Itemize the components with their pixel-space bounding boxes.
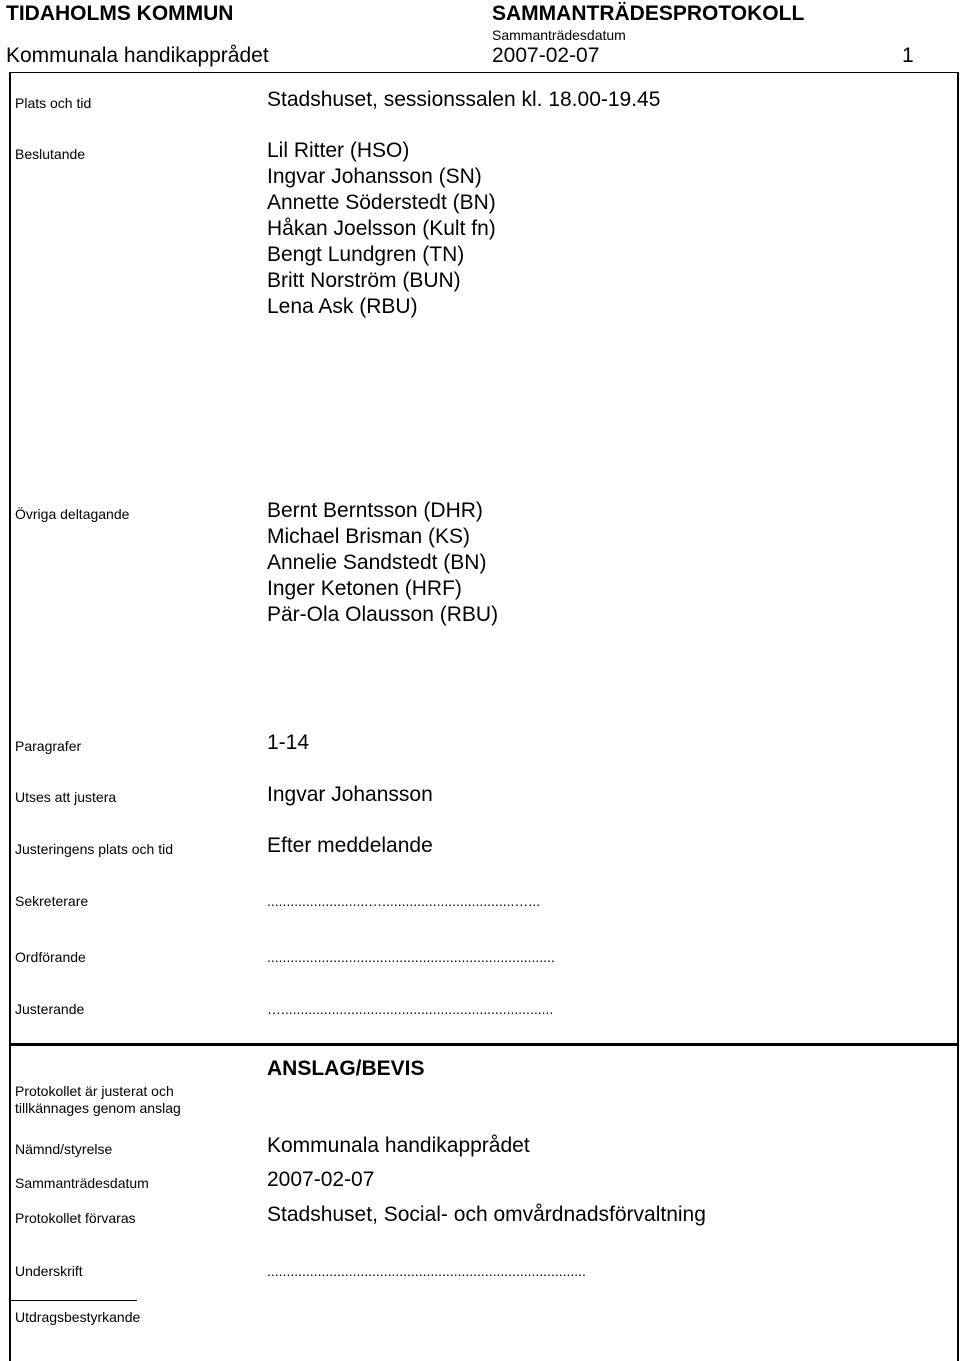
place-value: Stadshuset, sessionssalen kl. 18.00-19.45 xyxy=(267,88,661,111)
page-number: 1 xyxy=(902,44,914,67)
other-participant: Inger Ketonen (HRF) xyxy=(267,577,462,600)
notice-intro-line: tillkännages genom anslag xyxy=(15,1100,181,1116)
deciding-member: Britt Norström (BUN) xyxy=(267,269,461,292)
frame-left-line xyxy=(9,72,11,1361)
other-participant: Annelie Sandstedt (BN) xyxy=(267,551,487,574)
other-participant: Bernt Berntsson (DHR) xyxy=(267,499,483,522)
other-participant: Pär-Ola Olausson (RBU) xyxy=(267,603,499,626)
chair-signature-line: .......................................................................... xyxy=(267,949,555,965)
others-label: Övriga deltagande xyxy=(15,506,130,522)
signature-line: .................................................................................. xyxy=(267,1263,586,1279)
chair-label: Ordförande xyxy=(15,949,86,965)
deciding-list xyxy=(267,138,496,320)
notice-heading: ANSLAG/BEVIS xyxy=(267,1057,425,1080)
deciding-member: Annette Söderstedt (BN) xyxy=(267,191,496,214)
date-label: Sammanträdesdatum xyxy=(492,27,626,43)
storage-value: Stadshuset, Social- och omvårdnadsförvaltning xyxy=(267,1203,706,1226)
adjust-place-value: Efter meddelande xyxy=(267,834,433,857)
other-participant: Michael Brisman (KS) xyxy=(267,525,471,548)
body-name: Kommunala handikapprådet xyxy=(6,44,269,67)
others-list xyxy=(267,498,498,628)
notice-intro xyxy=(15,1083,181,1117)
deciding-member: Bengt Lundgren (TN) xyxy=(267,243,465,266)
adjust-place-label: Justeringens plats och tid xyxy=(15,841,173,857)
paragraphs-value: 1-14 xyxy=(267,731,310,754)
extract-divider xyxy=(9,1300,137,1301)
signature-label: Underskrift xyxy=(15,1263,83,1279)
place-label: Plats och tid xyxy=(15,95,92,111)
board-value: Kommunala handikapprådet xyxy=(267,1134,530,1157)
secretary-label: Sekreterare xyxy=(15,893,89,909)
deciding-member: Lena Ask (RBU) xyxy=(267,295,418,318)
organization-name: TIDAHOLMS KOMMUN xyxy=(6,2,234,25)
notice-intro-line: Protokollet är justerat och xyxy=(15,1083,174,1099)
secretary-signature-line: ..........................…..................................…... xyxy=(267,893,541,909)
notice-date-label: Sammanträdesdatum xyxy=(15,1175,149,1191)
frame-top-line xyxy=(9,72,959,73)
adjuster-label: Utses att justera xyxy=(15,789,117,805)
storage-label: Protokollet förvaras xyxy=(15,1210,136,1226)
notice-divider xyxy=(9,1043,959,1046)
meeting-date: 2007-02-07 xyxy=(492,44,600,67)
deciding-member: Ingvar Johansson (SN) xyxy=(267,165,482,188)
board-label: Nämnd/styrelse xyxy=(15,1141,113,1157)
document-title: SAMMANTRÄDESPROTOKOLL xyxy=(492,2,805,25)
paragraphs-label: Paragrafer xyxy=(15,738,82,754)
adjuster-signature-label: Justerande xyxy=(15,1001,85,1017)
frame-right-line xyxy=(957,72,959,1361)
deciding-member: Lil Ritter (HSO) xyxy=(267,139,410,162)
deciding-member: Håkan Joelsson (Kult fn) xyxy=(267,217,496,240)
adjuster-signature-line: …...................................................................... xyxy=(267,1001,554,1017)
adjuster-value: Ingvar Johansson xyxy=(267,783,433,806)
notice-date-value: 2007-02-07 xyxy=(267,1168,375,1191)
extract-label: Utdragsbestyrkande xyxy=(15,1309,141,1325)
deciding-label: Beslutande xyxy=(15,146,86,162)
